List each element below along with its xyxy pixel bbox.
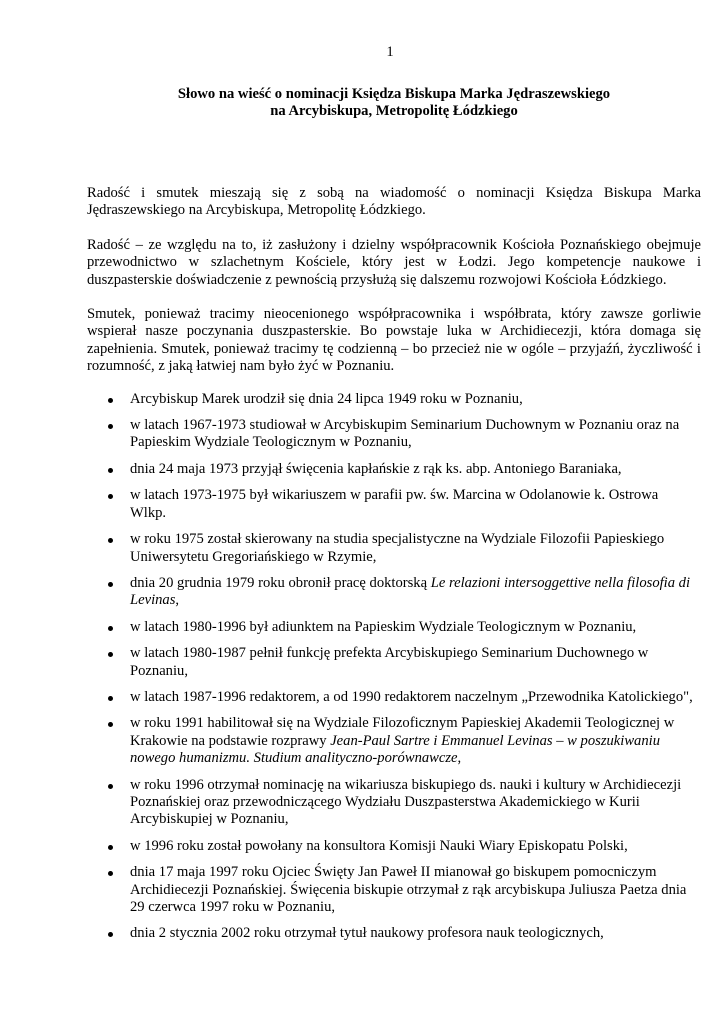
- habilitation-title: Jean-Paul Sartre i Emmanuel Levinas – w poszukiwaniu nowego humanizmu. Studium analityczno-porównawcze: [130, 732, 661, 767]
- bullet-icon: [108, 784, 113, 789]
- list-item: w latach 1967-1973 studiował w Arcybiskupim Seminarium Duchownym w Poznaniu oraz na Papieskim Wydziale Teologicznym w Poznaniu,: [87, 417, 701, 452]
- bullet-icon: [108, 696, 113, 701]
- list-item: dnia 20 grudnia 1979 roku obronił pracę doktorską Le relazioni intersoggettive nella filosofia di Levinas,: [87, 575, 701, 610]
- list-item: dnia 2 stycznia 2002 roku otrzymał tytuł naukowy profesora nauk teologicznych,: [87, 925, 701, 942]
- list-item: w roku 1991 habilitował się na Wydziale Filozoficznym Papieskiej Akademii Teologicznej w Krakowie na podstawie rozprawy Jean-Paul Sartre i Emmanuel Levinas – w poszukiwaniu nowego humanizmu. Studium analityczno-porównawcze,: [87, 715, 701, 767]
- list-item: w roku 1975 został skierowany na studia specjalistyczne na Wydziale Filozofii Papieskiego Uniwersytetu Gregoriańskiego w Rzymie,: [87, 531, 701, 566]
- bullet-icon: [108, 398, 113, 403]
- paragraph-intro: Radość i smutek mieszają się z sobą na wiadomość o nominacji Księdza Biskupa Marka Jędraszewskiego na Arcybiskupa, Metropolitę Łódzkiego.: [87, 185, 701, 219]
- title-line-1: Słowo na wieść o nominacji Księdza Biskupa Marka Jędraszewskiego: [177, 86, 611, 102]
- list-item: w roku 1996 otrzymał nominację na wikariusza biskupiego ds. nauki i kultury w Archidiecezji Poznańskiej oraz przewodniczącego Wydziału Duszpasterstwa Akademickiego w Kurii Arcybiskupiej w Poznaniu,: [87, 777, 701, 829]
- list-item: Arcybiskup Marek urodził się dnia 24 lipca 1949 roku w Poznaniu,: [87, 391, 701, 408]
- list-item: dnia 17 maja 1997 roku Ojciec Święty Jan Paweł II mianował go biskupem pomocniczym Archidiecezji Poznańskiej. Święcenia biskupie otrzymał z rąk arcybiskupa Juliusza Paetza dnia 29 czerwca 1997 roku w Poznaniu,: [87, 864, 701, 916]
- document-page: [87, 0, 701, 1024]
- list-item: w 1996 roku został powołany na konsultora Komisji Nauki Wiary Episkopatu Polski,: [87, 838, 701, 855]
- bullet-icon: [108, 538, 113, 543]
- bullet-icon: [108, 871, 113, 876]
- list-item: w latach 1980-1987 pełnił funkcję prefekta Arcybiskupiego Seminarium Duchownego w Poznaniu,: [87, 645, 701, 680]
- bullet-icon: [108, 468, 113, 473]
- bullet-icon: [108, 652, 113, 657]
- page-number: 1: [386, 44, 394, 60]
- document-body: [87, 185, 701, 952]
- bullet-icon: [108, 424, 113, 429]
- list-item: w latach 1987-1996 redaktorem, a od 1990 redaktorem naczelnym „Przewodnika Katolickiego",: [87, 689, 701, 706]
- bullet-icon: [108, 845, 113, 850]
- list-item: dnia 24 maja 1973 przyjął święcenia kapłańskie z rąk ks. abp. Antoniego Baraniaka,: [87, 461, 701, 478]
- paragraph-joy: Radość – ze względu na to, iż zasłużony i dzielny współpracownik Kościoła Poznańskiego obejmuje przewodnictwo w szlachetnym Kościele, który jest w Łodzi. Jego kompetencje naukowe i duszpasterskie doświadczenie z pewnością przysłużą się dalszemu rozwojowi Kościoła Łódzkiego.: [87, 236, 701, 288]
- list-item: w latach 1980-1996 był adiunktem na Papieskim Wydziale Teologicznym w Poznaniu,: [87, 619, 701, 636]
- list-item: w latach 1973-1975 był wikariuszem w parafii pw. św. Marcina w Odolanowie k. Ostrowa Wlkp.: [87, 487, 701, 522]
- bullet-icon: [108, 494, 113, 499]
- document-title: [87, 86, 701, 121]
- biography-list: [87, 391, 701, 943]
- dissertation-title: Le relazioni intersoggettive nella filosofia di Levinas: [130, 574, 691, 609]
- bullet-icon: [108, 582, 113, 587]
- bullet-icon: [108, 626, 113, 631]
- title-line-2: na Arcybiskupa, Metropolitę Łódzkiego: [270, 103, 518, 120]
- bullet-icon: [108, 722, 113, 727]
- bullet-icon: [108, 932, 113, 937]
- paragraph-sorrow: Smutek, ponieważ tracimy nieocenionego współpracownika i współbrata, który zawsze gorliwie wspierał nasze poczynania duszpasterskie. Bo powstaje luka w Archidiecezji, która domaga się zapełnienia. Smutek, ponieważ tracimy tę codzienną – bo przecież nie w ogóle – przyjaźń, życzliwość i rozumność, z jaką łatwiej nam było żyć w Poznaniu.: [87, 306, 701, 375]
